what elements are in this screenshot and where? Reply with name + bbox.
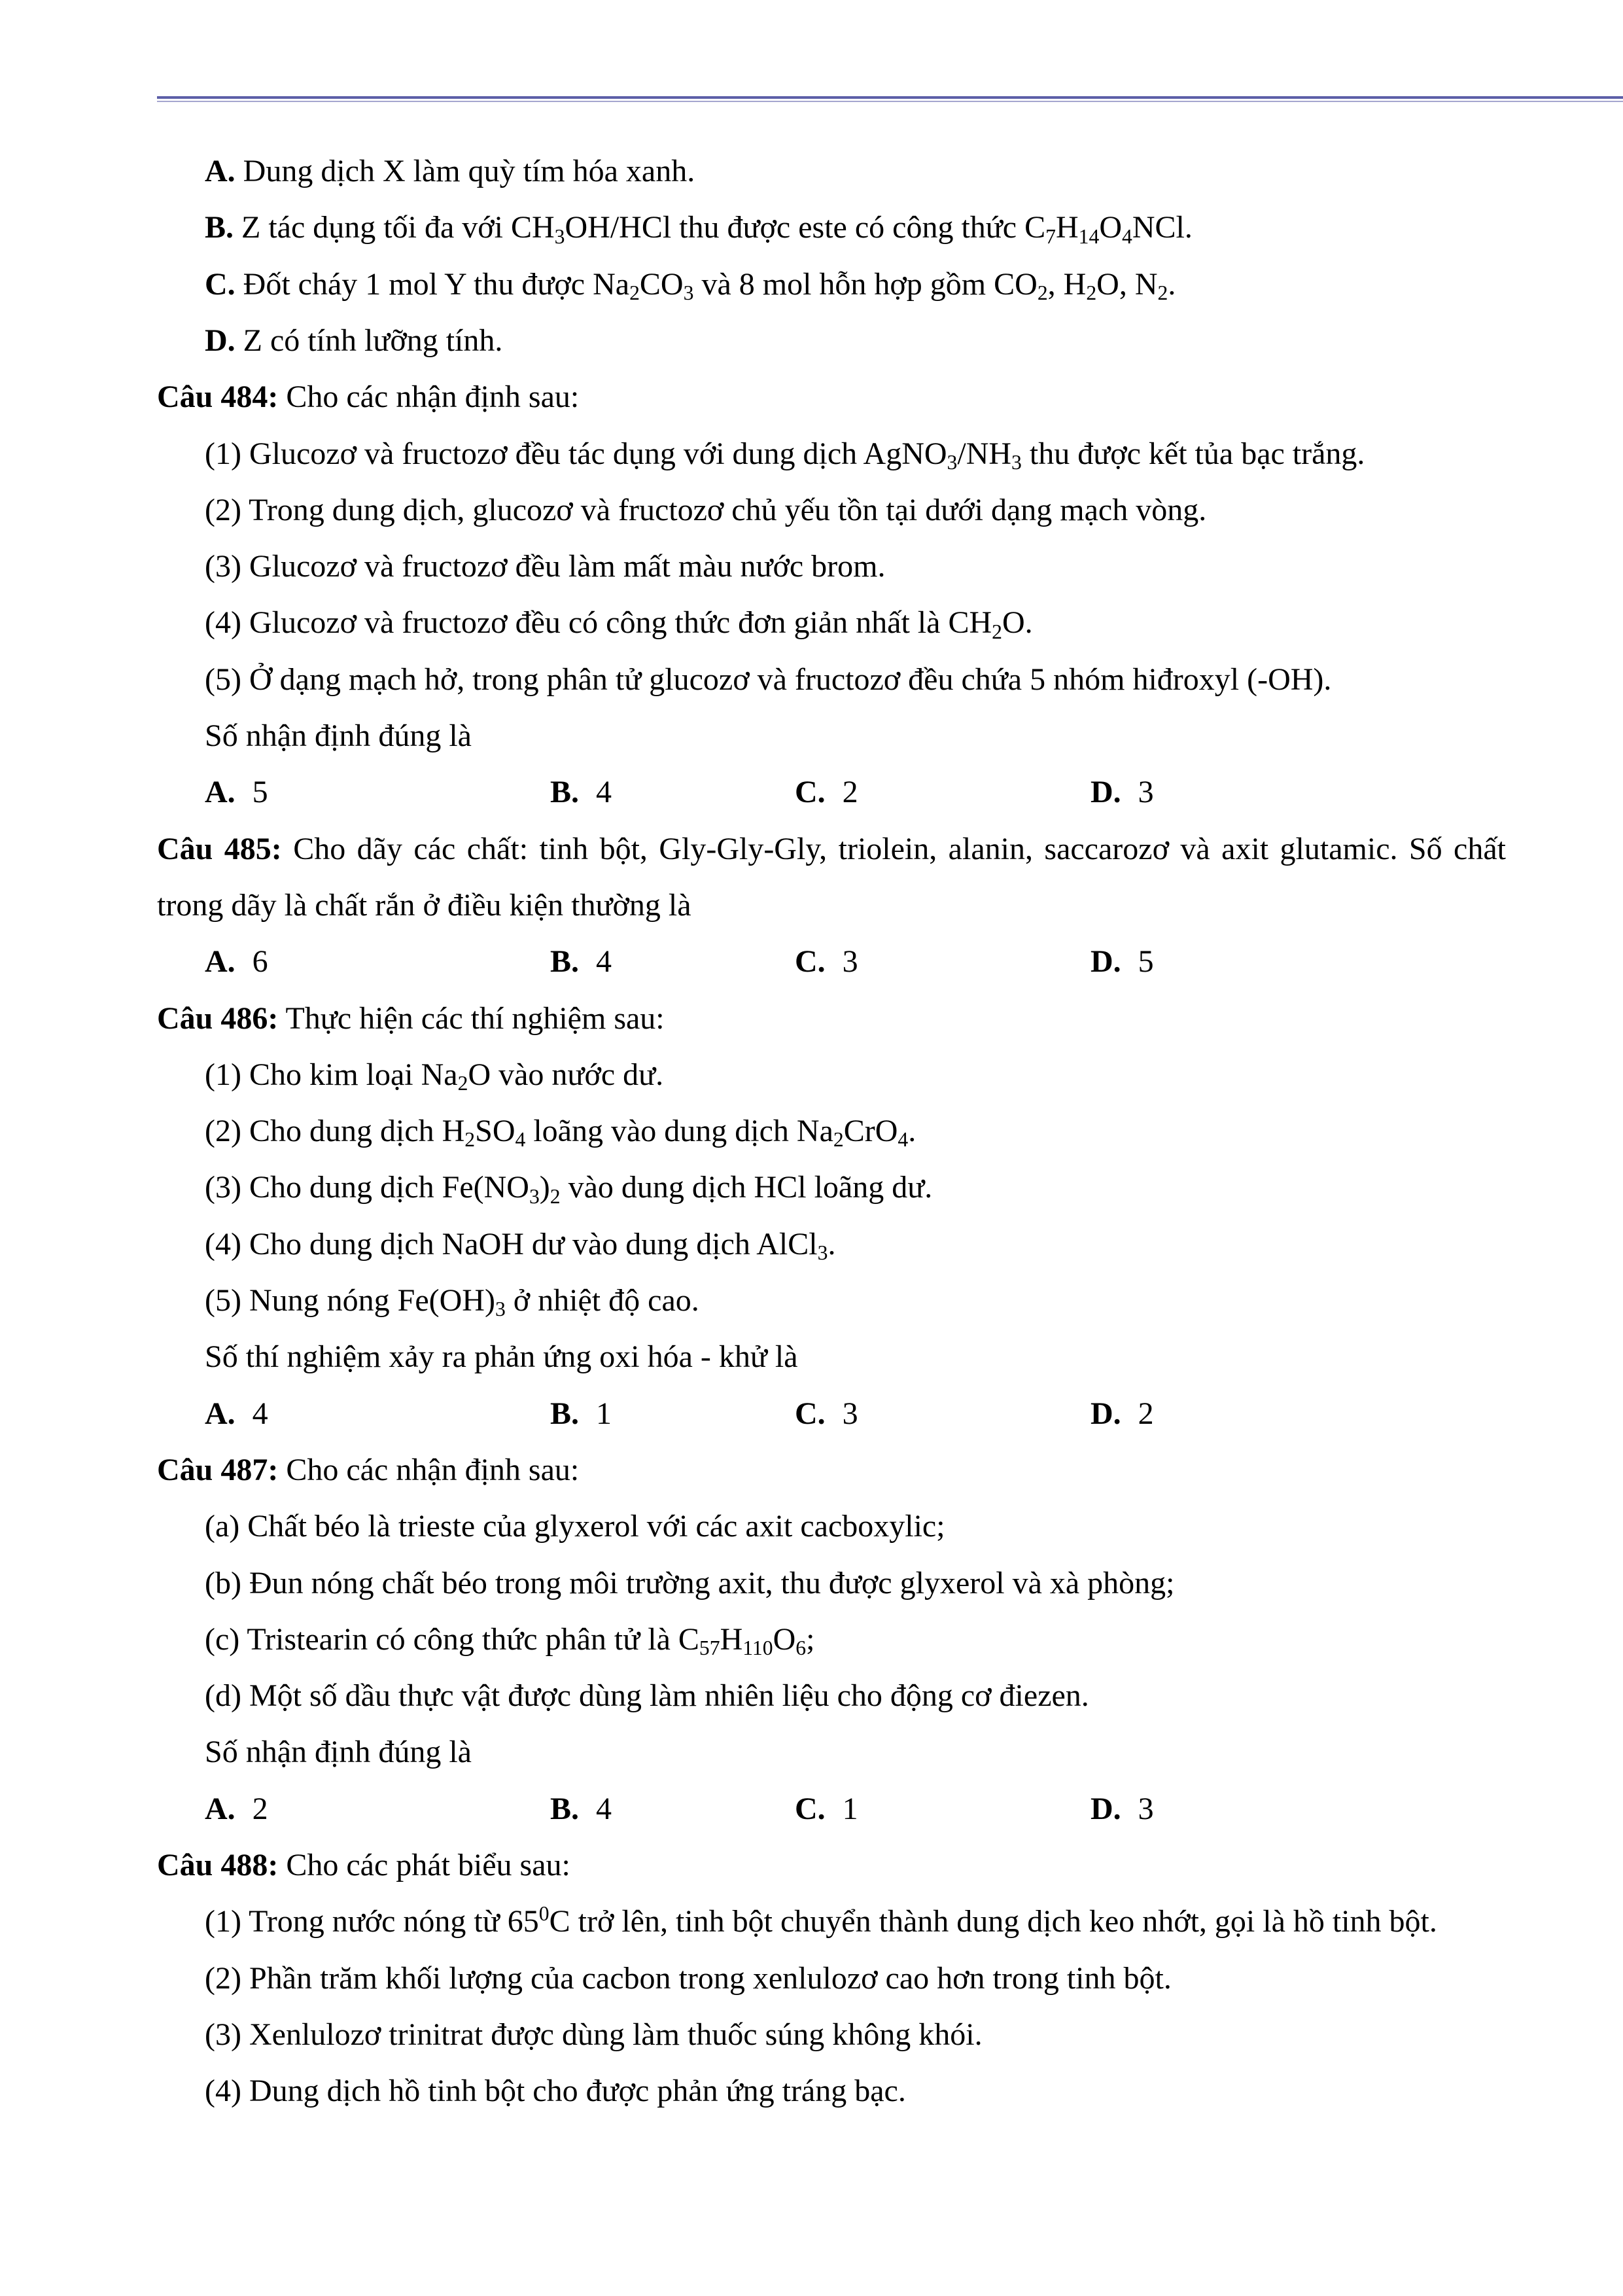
- option-value: 3: [842, 1396, 858, 1431]
- answer-option: [795, 773, 858, 812]
- question-stem-continuation: [157, 886, 691, 925]
- text-run: ở nhiệt độ cao.: [505, 1283, 699, 1318]
- statement-line: [205, 1959, 1172, 1998]
- text-run: (2) Phần trăm khối lượng của cacbon trong xenlulozơ cao hơn trong tinh bột.: [205, 1960, 1172, 1996]
- text-run: Đốt cháy 1 mol Y thu được Na: [235, 266, 630, 302]
- text-run: (b) Đun nóng chất béo trong môi trường axit, thu được glyxerol và xà phòng;: [205, 1565, 1175, 1600]
- subscript: 3: [1011, 450, 1022, 474]
- option-letter: C.: [795, 1396, 826, 1431]
- statement-line: [205, 1055, 663, 1095]
- answer-option: [1091, 1394, 1154, 1434]
- subscript: 2: [833, 1128, 844, 1152]
- text-run: (4) Dung dịch hồ tinh bột cho được phản ứng tráng bạc.: [205, 2074, 906, 2109]
- option-letter: B.: [550, 944, 580, 980]
- text-run: Cho dãy các chất: tinh bột, Gly-Gly-Gly, triolein, alanin, saccarozơ và axit glutamic. Số chất: [281, 831, 1507, 866]
- statement-line: [205, 1225, 835, 1264]
- option-value: 1: [842, 1791, 858, 1826]
- subscript: 2: [550, 1184, 561, 1208]
- answer-option: [795, 942, 858, 981]
- question-number: Câu 486:: [157, 1000, 279, 1036]
- statement-line: [205, 1564, 1175, 1603]
- text-run: Số nhận định đúng là: [205, 718, 472, 753]
- option-value: 3: [1138, 775, 1154, 810]
- text-run: O: [773, 1621, 796, 1657]
- statement-line: [205, 1902, 1437, 1941]
- subscript: 4: [515, 1128, 526, 1152]
- text-run: C trở lên, tinh bột chuyển thành dung dịch keo nhớt, gọi là hồ tinh bột.: [549, 1904, 1437, 1939]
- option-value: 4: [596, 1791, 612, 1826]
- answer-option: [1091, 773, 1154, 812]
- answer-option: [550, 1394, 612, 1434]
- answer-options-row: [0, 1394, 1623, 1434]
- option-letter: C.: [795, 1791, 826, 1826]
- text-run: /NH: [957, 436, 1012, 471]
- text-run: O.: [1002, 605, 1033, 641]
- text-run: .: [828, 1226, 836, 1262]
- option-letter: B.: [550, 775, 580, 810]
- text-run: Dung dịch X làm quỳ tím hóa xanh.: [235, 154, 695, 188]
- subscript: 4: [898, 1128, 909, 1152]
- text-run: O: [1099, 210, 1122, 245]
- header-rule-secondary: [157, 101, 1623, 102]
- text-run: O vào nước dư.: [468, 1057, 664, 1092]
- subscript: 2: [457, 1072, 468, 1095]
- option-value: 2: [252, 1791, 268, 1826]
- text-run: (5) Ở dạng mạch hở, trong phân tử glucozơ và fructozơ đều chứa 5 nhóm hiđroxyl (-OH).: [205, 662, 1332, 697]
- answer-option: [205, 1790, 268, 1829]
- subscript: 2: [1157, 281, 1168, 304]
- text-run: (2) Trong dung dịch, glucozơ và fructozơ chủ yếu tồn tại dưới dạng mạch vòng.: [205, 492, 1207, 527]
- answer-options-row: [0, 773, 1623, 812]
- text-run: NCl.: [1132, 210, 1193, 245]
- question-number: Câu 485:: [157, 831, 282, 866]
- subscript: 57: [699, 1636, 720, 1660]
- statement-line: [205, 491, 1206, 530]
- answer-option: [205, 1394, 268, 1434]
- answer-option: [205, 942, 268, 981]
- header-rule: [157, 96, 1623, 99]
- text-run: (4) Cho dung dịch NaOH dư vào dung dịch AlCl: [205, 1226, 818, 1262]
- subscript: 2: [992, 620, 1002, 643]
- question-stem: [157, 1451, 579, 1490]
- text-run: và 8 mol hỗn hợp gồm CO: [693, 266, 1038, 302]
- answer-choice-line: [205, 265, 1176, 304]
- answer-choice-line: [205, 321, 502, 361]
- text-run: Z có tính lưỡng tính.: [235, 323, 503, 358]
- option-letter: B.: [550, 1396, 580, 1431]
- text-run: vào dung dịch HCl loãng dư.: [560, 1170, 933, 1205]
- text-run: (3) Xenlulozơ trinitrat được dùng làm thuốc súng không khói.: [205, 2017, 983, 2052]
- text-run: (3) Cho dung dịch Fe(NO: [205, 1170, 529, 1205]
- text-run: trong dãy là chất rắn ở điều kiện thường là: [157, 887, 691, 923]
- text-run: thu được kết tủa bạc trắng.: [1021, 436, 1365, 471]
- subscript: 3: [554, 224, 565, 248]
- option-letter: A.: [205, 1396, 236, 1431]
- subscript: 2: [1086, 281, 1097, 304]
- text-run: ;: [806, 1621, 815, 1657]
- question-stem: [157, 999, 665, 1038]
- statement-line: [205, 434, 1365, 474]
- statement-line: [205, 1620, 814, 1659]
- statement-line: [205, 1337, 798, 1377]
- subscript: 110: [742, 1636, 773, 1660]
- text-run: OH/HCl thu được este có công thức C: [565, 210, 1046, 245]
- answer-option: [1091, 942, 1154, 981]
- text-run: (3) Glucozơ và fructozơ đều làm mất màu nước brom.: [205, 549, 886, 584]
- text-run: CrO: [843, 1114, 898, 1149]
- subscript: 3: [495, 1298, 506, 1321]
- text-run: CO: [639, 266, 684, 302]
- text-run: loãng vào dung dịch Na: [525, 1114, 833, 1149]
- option-letter: A.: [205, 944, 236, 980]
- text-run: H: [720, 1621, 743, 1657]
- subscript: 2: [464, 1128, 476, 1152]
- answer-option: [1091, 1790, 1154, 1829]
- text-run: Số thí nghiệm xảy ra phản ứng oxi hóa - khử là: [205, 1339, 798, 1375]
- option-value: 2: [842, 775, 858, 810]
- subscript: 6: [795, 1636, 807, 1660]
- question-stem: [157, 830, 1506, 869]
- option-value: 6: [252, 944, 268, 980]
- text-run: (1) Cho kim loại Na: [205, 1057, 458, 1092]
- subscript: 3: [947, 450, 958, 474]
- question-stem: [157, 1846, 570, 1885]
- subscript: 3: [529, 1184, 540, 1208]
- statement-line: [205, 547, 885, 586]
- text-run: Cho các nhận định sau:: [278, 380, 580, 415]
- choice-letter: B.: [205, 210, 234, 245]
- text-run: (d) Một số dầu thực vật được dùng làm nhiên liệu cho động cơ điezen.: [205, 1678, 1089, 1714]
- choice-letter: A.: [205, 154, 236, 188]
- text-run: .: [1168, 266, 1176, 302]
- option-letter: A.: [205, 1791, 236, 1826]
- statement-line: [205, 1281, 699, 1320]
- statement-line: [205, 603, 1033, 643]
- option-letter: C.: [795, 944, 826, 980]
- answer-option: [795, 1394, 858, 1434]
- question-number: Câu 488:: [157, 1848, 279, 1882]
- statement-line: [205, 2072, 906, 2111]
- subscript: 7: [1045, 224, 1056, 248]
- subscript: 4: [1121, 224, 1132, 248]
- statement-line: [205, 1112, 916, 1151]
- option-letter: D.: [1091, 775, 1121, 810]
- statement-line: [205, 1733, 472, 1772]
- superscript: 0: [538, 1901, 550, 1925]
- answer-option: [795, 1790, 858, 1829]
- question-number: Câu 487:: [157, 1452, 279, 1487]
- text-run: Z tác dụng tối đa với CH: [234, 210, 555, 245]
- option-letter: A.: [205, 775, 236, 810]
- answer-choice-line: [205, 152, 695, 191]
- text-run: Cho các phát biểu sau:: [278, 1848, 570, 1882]
- answer-option: [550, 773, 612, 812]
- text-run: SO: [475, 1114, 515, 1149]
- text-run: H: [1055, 210, 1079, 245]
- text-run: Cho các nhận định sau:: [278, 1452, 580, 1487]
- option-value: 5: [252, 775, 268, 810]
- text-run: ): [539, 1170, 550, 1205]
- option-value: 1: [596, 1396, 612, 1431]
- subscript: 3: [817, 1241, 828, 1264]
- answer-options-row: [0, 942, 1623, 981]
- answer-choice-line: [205, 208, 1193, 247]
- text-run: (2) Cho dung dịch H: [205, 1114, 465, 1149]
- statement-line: [205, 1507, 945, 1546]
- statement-line: [205, 1676, 1089, 1716]
- answer-options-row: [0, 1790, 1623, 1829]
- text-run: (4) Glucozơ và fructozơ đều có công thức đơn giản nhất là CH: [205, 605, 992, 641]
- text-run: (c) Tristearin có công thức phân tử là C: [205, 1621, 699, 1657]
- text-run: (a) Chất béo là trieste của glyxerol với các axit cacboxylic;: [205, 1509, 945, 1544]
- text-run: .: [908, 1114, 916, 1149]
- text-run: (5) Nung nóng Fe(OH): [205, 1283, 495, 1318]
- choice-letter: D.: [205, 323, 236, 358]
- option-letter: D.: [1091, 1791, 1121, 1826]
- subscript: 14: [1078, 224, 1100, 248]
- text-run: (1) Glucozơ và fructozơ đều tác dụng với dung dịch AgNO: [205, 436, 947, 471]
- text-run: O, N: [1096, 266, 1158, 302]
- subscript: 2: [629, 281, 640, 304]
- text-run: (1) Trong nước nóng từ 65: [205, 1904, 539, 1939]
- option-value: 4: [596, 944, 612, 980]
- option-value: 3: [1138, 1791, 1154, 1826]
- answer-option: [205, 773, 268, 812]
- option-value: 3: [842, 944, 858, 980]
- option-letter: C.: [795, 775, 826, 810]
- statement-line: [205, 660, 1331, 699]
- text-run: Thực hiện các thí nghiệm sau:: [278, 1000, 665, 1036]
- subscript: 3: [683, 281, 694, 304]
- option-value: 4: [596, 775, 612, 810]
- statement-line: [205, 2015, 983, 2055]
- question-number: Câu 484:: [157, 380, 279, 415]
- option-value: 4: [252, 1396, 268, 1431]
- answer-option: [550, 1790, 612, 1829]
- option-letter: D.: [1091, 944, 1121, 980]
- option-value: 2: [1138, 1396, 1154, 1431]
- option-value: 5: [1138, 944, 1154, 980]
- text-run: , H: [1047, 266, 1087, 302]
- question-stem: [157, 378, 579, 417]
- statement-line: [205, 1168, 932, 1207]
- option-letter: B.: [550, 1791, 580, 1826]
- choice-letter: C.: [205, 266, 236, 302]
- text-run: Số nhận định đúng là: [205, 1735, 472, 1770]
- answer-option: [550, 942, 612, 981]
- option-letter: D.: [1091, 1396, 1121, 1431]
- subscript: 2: [1037, 281, 1048, 304]
- statement-line: [205, 716, 472, 756]
